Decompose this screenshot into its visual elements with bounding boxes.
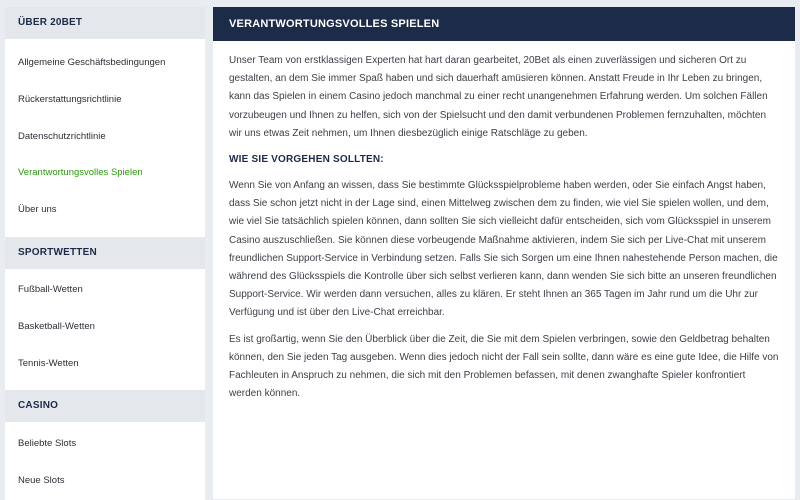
sidebar-group-title-sports: SPORTWETTEN — [5, 237, 205, 269]
sidebar-group-sports — [5, 269, 205, 390]
section-heading: WIE SIE VORGEHEN SOLLTEN: — [229, 154, 384, 166]
sidebar-item-tennis-betting[interactable]: Tennis-Wetten — [18, 357, 79, 369]
sidebar-item-football-betting[interactable]: Fußball-Wetten — [18, 284, 83, 295]
sidebar — [5, 7, 205, 500]
sidebar-group-casino — [5, 422, 205, 500]
sidebar-item-responsible-gaming[interactable]: Verantwortungsvolles Spielen — [18, 167, 143, 179]
article-body — [213, 41, 795, 403]
sidebar-item-new-slots[interactable]: Neue Slots — [18, 474, 65, 486]
page-title: VERANTWORTUNGSVOLLES SPIELEN — [213, 7, 795, 41]
closing-paragraph: Es ist großartig, wenn Sie den Überblick über die Zeit, die Sie mit dem Spielen verbringen, sowie den Geldbetrag behalten können, den Sie jeden Tag ausgeben. Wenn dies jedoch nicht der Fall sein sollte, dann wäre es eine gute Idee, die Hilfe von Fachleuten in Anspruch zu nehmen, die sich mit den Problemen befassen, mit denen zwanghafte Spieler konfrontiert werden können. — [229, 333, 779, 400]
sidebar-group-about — [5, 39, 205, 237]
intro-paragraph: Unser Team von erstklassigen Experten hat hart daran gearbeitet, 20Bet als einen zuverlässigen und sicheren Ort zu gestalten, an dem Sie immer Spaß haben und sich dauerhaft amüsieren können. Anstatt Freude in Ihr Leben zu bringen, kann das Spielen in einem Casino jedoch manchmal zu einer recht unangenehmen Erfahrung werden. Um solchen Fällen vorzubeugen und Ihnen zu helfen, sich von der Spielsucht und den damit verbundenen Problemen fernzuhalten, möchten wir uns etwas Zeit nehmen, um Ihnen diesbezüglich einige Ratschläge zu geben. — [229, 55, 768, 139]
how-to-paragraph: Wenn Sie von Anfang an wissen, dass Sie bestimmte Glücksspielprobleme haben werden, oder Sie einfach Angst haben, dass Sie schon jetzt nicht in der Lage sind, einen Mittelweg zwischen dem zu finden, wie viel Sie spielen wollen, und dem, wie viel Sie tatsächlich spielen können, dann sollten Sie sich vielleicht dafür entscheiden, sich vom Glücksspiel in unserem Casino auszuschließen. Sie können diese vorbeugende Maßnahme aktivieren, indem Sie sich per Live-Chat mit unserem freundlichen Support-Service in Verbindung setzen. Falls Sie sich Sorgen um eine Ihnen nahestehende Person machen, die während des Glücksspiels die Kontrolle über sich selbst verlieren kann, dann wenden Sie sich bitte an unseren freundlichen Support-Service. Wir werden dann versuchen, alles zu klären. Er steht Ihnen an 365 Tagen im Jahr rund um die Uhr zur Verfügung und ist über den Live-Chat erreichbar. — [229, 180, 778, 319]
sidebar-item-about-us[interactable]: Über uns — [18, 204, 57, 216]
sidebar-item-terms[interactable]: Allgemeine Geschäftsbedingungen — [18, 57, 166, 68]
sidebar-item-popular-slots[interactable]: Beliebte Slots — [18, 438, 77, 449]
content-panel — [213, 7, 795, 499]
sidebar-group-title-casino: CASINO — [5, 390, 205, 422]
sidebar-item-refund-policy[interactable]: Rückerstattungsrichtlinie — [18, 93, 122, 105]
sidebar-item-basketball-betting[interactable]: Basketball-Wetten — [18, 320, 95, 332]
sidebar-group-title-about: ÜBER 20BET — [5, 7, 205, 39]
sidebar-item-privacy-policy[interactable]: Datenschutzrichtlinie — [18, 130, 106, 142]
